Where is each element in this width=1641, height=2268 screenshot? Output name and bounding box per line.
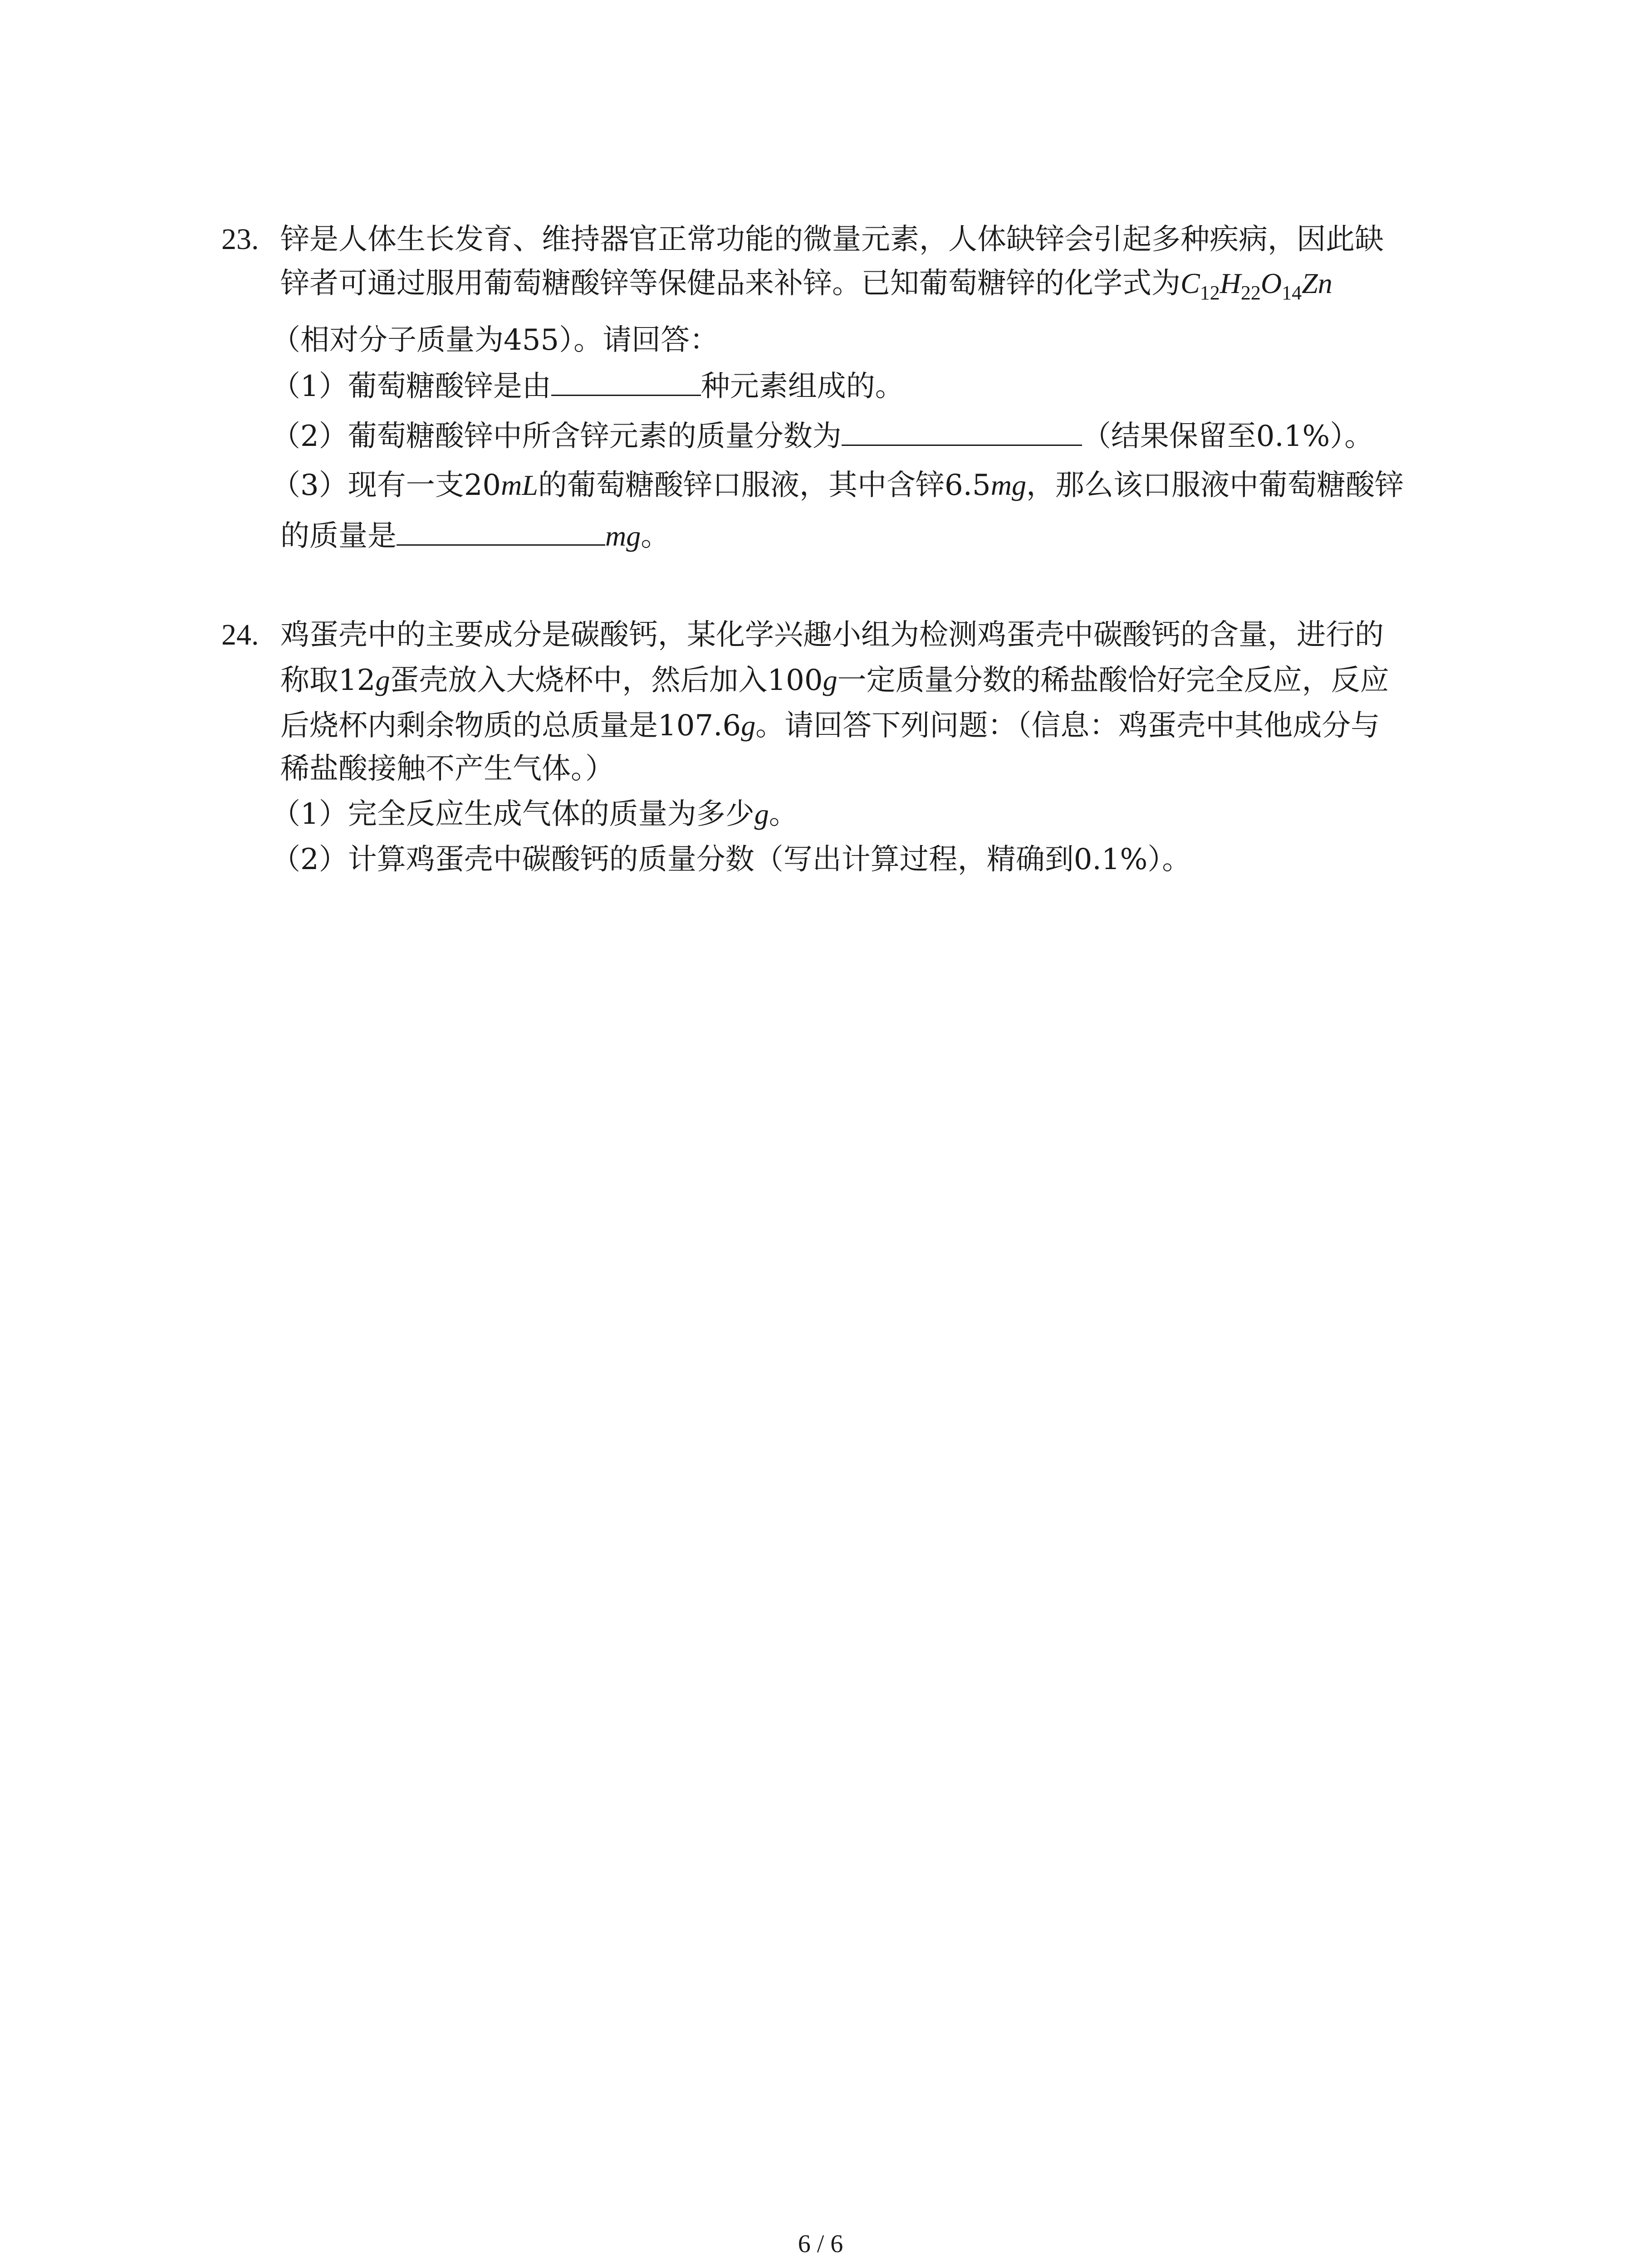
q24-part-1 [271, 796, 798, 832]
unit-g-2: g [823, 664, 838, 696]
unit-g-3: g [741, 709, 756, 742]
q24-line-3 [280, 708, 1380, 744]
answer-blank-2[interactable] [842, 417, 1082, 446]
q23-part-1-text-b: 种元素组成的。 [700, 370, 904, 403]
q24-line-2-text-c: 一定质量分数的稀盐酸恰好完全反应，反应 [837, 664, 1389, 697]
q23-part-2-text-a: （2）葡萄糖酸锌中所含锌元素的质量分数为 [271, 420, 842, 453]
q24-part-2: （2）计算鸡蛋壳中碳酸钙的质量分数（写出计算过程，精确到0.1%）。 [271, 843, 1191, 876]
formula-22: 22 [1240, 282, 1261, 304]
q24-line-2 [280, 662, 1389, 699]
formula-12: 12 [1200, 282, 1220, 304]
q23-part-3-text-c: ，那么该口服液中葡萄糖酸锌 [1026, 469, 1404, 502]
q23-line-3: （相对分子质量为455）。请回答： [271, 323, 719, 357]
page-number: 6 / 6 [798, 2230, 843, 2258]
unit-g-4: g [754, 798, 769, 830]
q24-line-3-text-a: 后烧杯内剩余物质的总质量是107.6 [280, 709, 741, 743]
q24-part-1-text-b: 。 [769, 797, 798, 831]
formula-o: O [1260, 267, 1282, 299]
q23-part-2 [271, 417, 1373, 455]
q23-line-2-text: 锌者可通过服用葡萄糖酸锌等保健品来补锌。已知葡萄糖锌的化学式为 [280, 267, 1181, 300]
q24-line-3-text-b: 。请回答下列问题：（信息：鸡蛋壳中其他成分与 [755, 709, 1380, 743]
formula-h: H [1220, 267, 1241, 299]
q24-line-2-text-a: 称取12 [280, 664, 376, 697]
q23-part-1 [271, 367, 904, 405]
formula-zn: Zn [1302, 267, 1332, 299]
unit-mg: mg [990, 469, 1026, 501]
q23-part-3-text-a: （3）现有一支20 [271, 469, 501, 502]
unit-mg-answer: mg [605, 520, 641, 552]
unit-ml: mL [501, 469, 538, 501]
formula-14: 14 [1282, 282, 1302, 304]
q23-part-2-text-b: （结果保留至0.1%）。 [1082, 420, 1374, 453]
q23-line-1: 锌是人体生长发育、维持器官正常功能的微量元素，人体缺锌会引起多种疾病，因此缺 [280, 223, 1384, 256]
q24-line-4: 稀盐酸接触不产生气体。） [280, 752, 614, 786]
q23-part-1-text-a: （1）葡萄糖酸锌是由 [271, 370, 551, 403]
question-23-number: 23. [221, 223, 259, 256]
q23-line-2 [280, 265, 1332, 302]
answer-blank-1[interactable] [551, 367, 701, 396]
question-24-number: 24. [221, 618, 259, 651]
q23-part-3-text-b: 的葡萄糖酸锌口服液，其中含锌6.5 [538, 469, 991, 502]
q24-part-1-text-a: （1）完全反应生成气体的质量为多少 [271, 797, 754, 831]
q24-line-2-text-b: 蛋壳放入大烧杯中，然后加入100 [390, 664, 823, 697]
q24-line-1: 鸡蛋壳中的主要成分是碳酸钙，某化学兴趣小组为检测鸡蛋壳中碳酸钙的含量，进行的 [280, 618, 1384, 652]
q23-part-3-cont [280, 517, 670, 554]
q23-part-3 [271, 467, 1404, 503]
answer-blank-3[interactable] [397, 517, 605, 546]
q23-part-3-text-d: 的质量是 [280, 519, 397, 553]
formula-c: C [1181, 267, 1200, 299]
unit-g-1: g [375, 664, 390, 696]
q23-part-3-text-e: 。 [641, 519, 670, 553]
